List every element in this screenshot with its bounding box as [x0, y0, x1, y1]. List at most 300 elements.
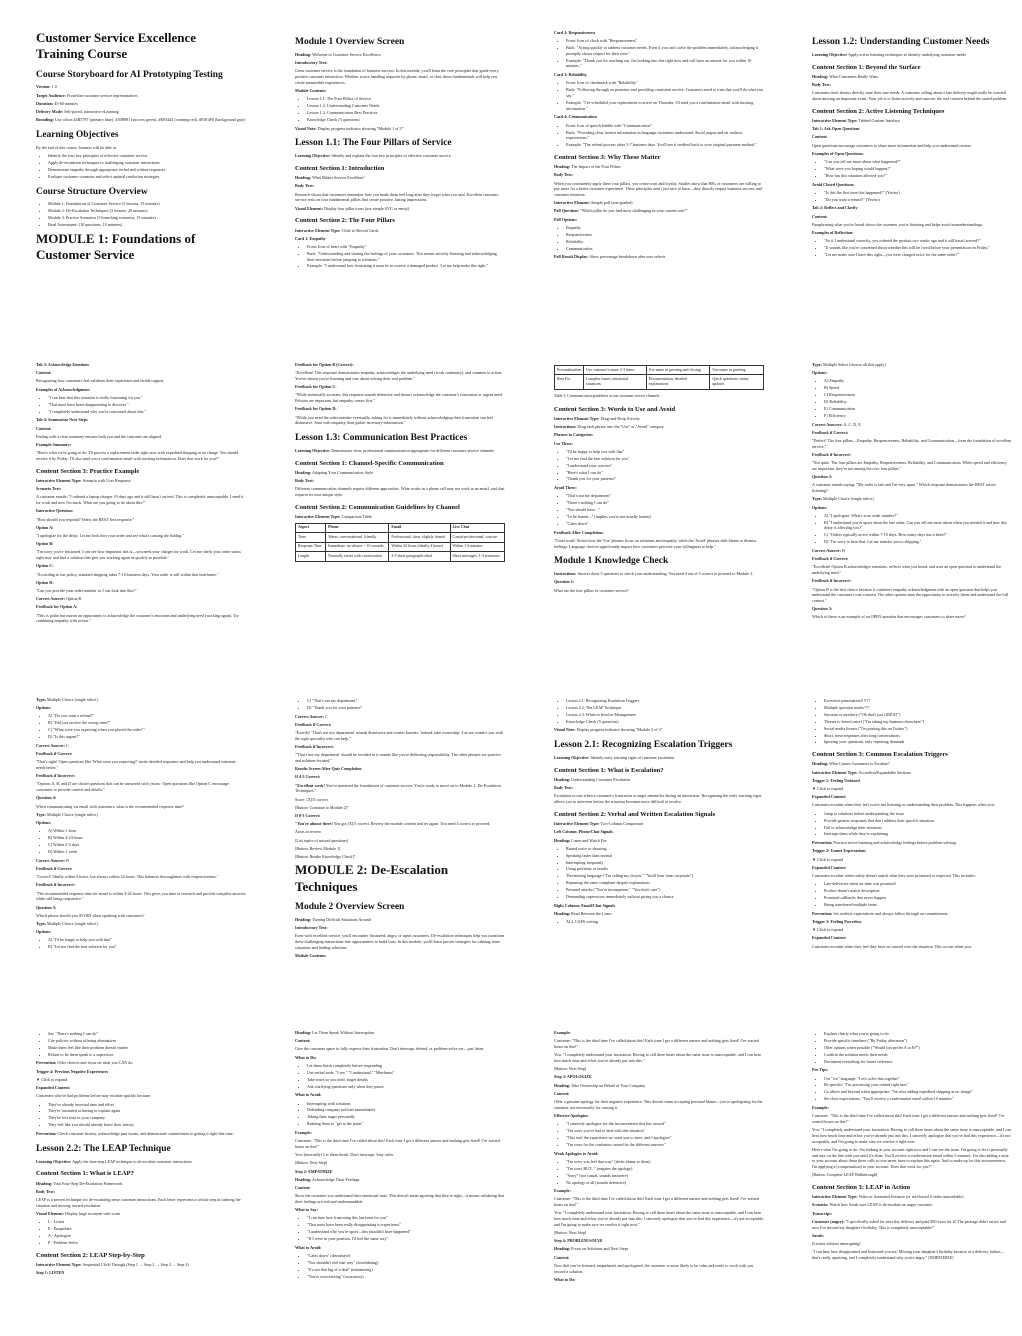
list-item: • Lesson 2.1: Recognizing Escalation Triggers [566, 698, 764, 704]
paragraph [36, 820, 246, 826]
paragraph [554, 1238, 764, 1244]
paragraph-label: Heading: [554, 164, 571, 170]
paragraph-text: Customer: "This is the third time I've called about this! Each time I get a different answer and nothing gets fixed! I've wasted hours on this!" [812, 1113, 1005, 1124]
paragraph [295, 470, 505, 476]
paragraph-label: Heading: [554, 1082, 571, 1088]
paragraph [554, 1210, 764, 1227]
paragraph [36, 1270, 246, 1276]
paragraph-label: Content: [554, 1090, 570, 1096]
paragraph [36, 1077, 246, 1083]
bullet-list [554, 80, 764, 111]
list-item: • Jump to solutions before understanding the issue [824, 811, 1012, 817]
paragraph [295, 1130, 505, 1136]
paragraph [295, 1152, 505, 1158]
paragraph-label: Instructions: [554, 424, 577, 430]
bullet-list [554, 449, 764, 482]
paragraph [36, 486, 246, 492]
paragraph-text: "Options A, B, and D are closed questions that can be answered with yes/no. Open questions like Option C encourage customers to provide context and details." [36, 781, 229, 793]
list-item: • Lesson 2.2: The LEAP Technique [566, 705, 764, 711]
paragraph-text: You: "I completely understand your frustration. Having to call three times about the same issue is unacceptable, and I can hear how much time and effort you've already put into this." [554, 1052, 762, 1063]
paragraph [36, 508, 246, 514]
paragraph-text: Escalation occurs when a customer's frustration or anger intensifies during an interaction. Recognizing the early warning signs allows you to intervene before the situation becomes more difficult to resolve. [554, 793, 762, 805]
paragraph [36, 697, 246, 703]
list-item: • Lesson 1.2: Understanding Customer Needs [307, 103, 505, 109]
paragraph-text: "Can you provide your order number so I can look into this?" [36, 588, 137, 594]
paragraph-label: Step 1: LISTEN [36, 1270, 65, 1275]
list-item: • Back: "Following through on promises and providing consistent service. Customers need to trust that you'll do what you say." [566, 87, 764, 98]
paragraph-text: "Excellent! This response demonstrates empathy, acknowledges the underlying need (work continuity), and commits to action. You've shown you're listening and care about solving their real problem." [295, 370, 503, 381]
bullet-list [295, 1063, 505, 1089]
paragraph [36, 1262, 246, 1268]
paragraph [812, 578, 1012, 584]
paragraph-label: Question 2: [812, 474, 833, 480]
paragraph-label: Visual Element: [295, 205, 323, 211]
table-cell: Professional, clear, slightly formal [389, 533, 450, 542]
paragraph [295, 722, 505, 728]
paragraph-label: Option A: [36, 524, 54, 530]
paragraph-text: Display progress indicator showing "Module 1 of 3" [316, 125, 404, 131]
paragraph-label: Left Column: Phone/Chat Signals [554, 829, 614, 835]
paragraph [295, 192, 505, 203]
paragraph-label: Interactive Element Type: [812, 769, 858, 775]
paragraph [812, 74, 1012, 80]
table-row [555, 375, 764, 390]
paragraph-text: Customers escalate when they feel you're not listening or understanding their problem. This happens when you: [812, 802, 995, 808]
bullet-list [36, 1102, 246, 1128]
paragraph-label: Option D: [36, 579, 54, 585]
paragraph [554, 530, 764, 536]
paragraph-text: "I'm sorry you're frustrated. I can see how important this is—you need your charger for work. Let me check your order status right now and find a solution that gets you working again as quickly as possible." [36, 549, 241, 561]
paragraph-text: What are the four pillars of customer service? [554, 587, 629, 593]
paragraph [295, 52, 505, 58]
list-item: • "You're overreacting" (accusatory) [307, 1274, 505, 1280]
paragraph [812, 911, 1012, 917]
paragraph [812, 587, 1012, 604]
paragraph [295, 797, 505, 803]
page-7 [554, 362, 764, 652]
paragraph-text: Self-paced, interactive eLearning [63, 109, 119, 115]
paragraph-label: Heading: [812, 761, 829, 767]
list-item: • C) "That's not my department" [307, 698, 505, 704]
paragraph [295, 933, 505, 950]
paragraph-label: Feedback if Incorrect: [295, 744, 335, 749]
paragraph-label: Card 2: Responsiveness [554, 30, 596, 35]
paragraph-text: "Not quite. The four pillars are Empathy, Responsiveness, Reliability, and Communication. While speed and efficiency are important, they're not among the core four pillars." [812, 460, 1007, 471]
paragraph [812, 1147, 1012, 1170]
paragraph [812, 614, 1012, 620]
list-item: • Apply de-escalation techniques to challenging customer interactions [48, 160, 246, 166]
paragraph [36, 1131, 246, 1137]
list-item: • "You should have..." [566, 507, 764, 513]
paragraph-label: Step 3: APOLOGIZE [554, 1074, 592, 1080]
list-item: • Refuse to let them speak to a supervisor [48, 1052, 246, 1058]
paragraph-text: "The recommended response time for email is within 4-24 hours. This gives you time to research and provide complete answers while still being responsive." [36, 890, 246, 902]
paragraph [812, 935, 1012, 941]
paragraph [36, 858, 246, 864]
list-item: • Front: Icon of heart with "Empathy" [307, 244, 505, 250]
paragraph-label: Card 1: Empathy [295, 235, 326, 241]
paragraph [295, 183, 505, 189]
paragraph [554, 777, 764, 783]
list-item: • Example: "The refund process takes 5-7 business days. You'll see it credited back to your original payment method." [566, 142, 764, 148]
paragraph [554, 785, 764, 791]
paragraph [36, 795, 246, 801]
paragraph [295, 1138, 505, 1149]
table-caption: Table 1: Communication guidelines across customer service channels [554, 394, 660, 399]
list-item: • Taking their anger personally [307, 1114, 505, 1120]
paragraph [295, 1207, 505, 1213]
paragraph [295, 1193, 505, 1204]
list-item: • Communication [566, 246, 764, 252]
paragraph-label: Heading: [554, 911, 571, 917]
paragraph-text: Multiple Choice (single select) [45, 697, 98, 702]
paragraph [295, 1245, 505, 1251]
paragraph-text: Customers escalate when they feel they have no control over the situation. This occurs when you: [812, 943, 972, 949]
paragraph [36, 1189, 246, 1195]
page-8 [812, 362, 1012, 652]
table-row [296, 533, 505, 542]
list-item: • Short, terse responses after long conversations [824, 733, 1012, 739]
paragraph [812, 82, 1012, 88]
paragraph-label: Question 4: [36, 795, 57, 801]
list-item: • Reliability [566, 239, 764, 245]
paragraph-text: Listen and Watch For: [570, 837, 608, 843]
page-2 [295, 30, 505, 320]
bullet-list [36, 828, 246, 854]
paragraph-label: Learning Objective: [36, 1158, 72, 1164]
paragraph [812, 1127, 1012, 1144]
paragraph-text: "'That's not my department' should be avoided as it sounds like you're deflecting responsibility. The other phrases are positive and solution-focused." [295, 752, 501, 763]
paragraph [554, 441, 764, 447]
paragraph-label: Feedback if Correct: [812, 429, 849, 435]
list-item: • Being transferred multiple times [824, 902, 1012, 908]
paragraph-label: Heading: [295, 175, 312, 181]
list-item: • "That must have been disappointing to discover." [48, 402, 246, 408]
bullet-list [36, 937, 246, 950]
paragraph-label: Options: [36, 929, 52, 935]
paragraph-text: What Customers Really Want [828, 73, 878, 79]
paragraph [812, 1233, 1012, 1239]
paragraph-text: Research shows that customers remember how you made them feel long after they forget what you said. Excellent customer service rests on four fundamental pillars that create positive, lasting impressions. [295, 191, 499, 203]
list-item: • A) Empathy [824, 378, 1012, 384]
paragraph-text: Give the customer space to fully express their frustration. Don't interrupt, defend, or problem-solve yet—just listen. [295, 1046, 485, 1052]
paragraph [554, 172, 764, 178]
paragraph [812, 230, 1012, 236]
paragraph-text: When you consistently apply these four pillars, you create trust and loyalty. Studies show that 86% of customers are willing to pay more for a better customer experience. These principles aren't just nice to have—they directly impact business success and customer retention. [554, 180, 762, 197]
paragraph [812, 214, 1012, 220]
paragraph [295, 838, 505, 844]
list-item: • Use verbal nods: "I see," "I understand," "Mm-hmm" [307, 1070, 505, 1076]
list-item: • Social media threats ("I'm posting this on Twitter") [824, 726, 1012, 732]
paragraph [36, 1181, 246, 1187]
paragraph-label: Sarah: [812, 1232, 824, 1238]
paragraph-label: Examples of Open Questions: [812, 150, 864, 156]
paragraph [554, 838, 764, 844]
list-item: • Back: "Providing clear, honest information in language customers understand. Avoid jargon and set realistic expectations." [566, 130, 764, 141]
paragraph [295, 88, 505, 94]
paragraph-text: C [324, 713, 328, 719]
list-item: • E - Empathize [48, 1226, 246, 1232]
paragraph [554, 755, 764, 761]
paragraph [812, 944, 1012, 950]
list-item: • "It's not that big of a deal" (minimizing) [307, 1267, 505, 1273]
paragraph-text: Customers don't always directly state their true needs. A customer calling about a late delivery might really be worried about missing an important event. Your job is to listen actively and uncover the real concern behind the stated problem. [812, 90, 1008, 101]
paragraph-text: ▼ Click to expand [812, 786, 843, 792]
paragraph-label: Heading: [295, 1176, 312, 1182]
paragraph-label: Interactive Element Type: [812, 117, 858, 123]
paragraph [554, 1083, 764, 1089]
paragraph-text: Two-Column Comparison [599, 821, 644, 827]
paragraph [36, 604, 246, 610]
list-item: • D) "Thank you for your patience" [307, 705, 505, 711]
paragraph-label: Instructions: [554, 571, 577, 577]
paragraph-text: A, C, D, E [842, 421, 861, 427]
list-item: • B) Within 4-24 hours [48, 835, 246, 841]
paragraph [812, 1172, 1012, 1178]
bullet-list [812, 513, 1012, 545]
paragraph-label: Examples of Reflection: [812, 230, 854, 236]
list-item: • Final Assessment: (10 questions, 10 minutes) [48, 222, 246, 228]
paragraph [554, 1151, 764, 1157]
subsection-heading: Content Section 1: What is Escalation? [554, 766, 664, 774]
table-cell: 3-5 short paragraphs ideal [389, 552, 450, 561]
paragraph-label: Heading: [812, 73, 829, 79]
page-16 [812, 1030, 1012, 1325]
list-item: • Back: "Understanding and sharing the feelings of your customers. This means actively listening and acknowledging their emotions before jumping to solutions." [307, 251, 505, 262]
bullet-list [812, 1031, 1012, 1064]
paragraph-label: Trigger 3: Feeling Powerless [812, 918, 862, 924]
paragraph-label: Transcript: [812, 1210, 832, 1216]
paragraph [554, 829, 764, 835]
page-15 [554, 1030, 764, 1325]
paragraph-label: Trigger 4: Previous Negative Experiences [36, 1068, 109, 1074]
paragraph [295, 752, 505, 763]
paragraph-text: A customer emails saying: "My order is late and I'm very upset." Which response demonstrates the BEST active listening? [812, 482, 996, 494]
paragraph [295, 1038, 505, 1044]
paragraph-label: Options: [36, 820, 52, 826]
paragraph-label: Prevention: [36, 1060, 57, 1066]
paragraph-text: Paraphrasing what you've heard shows the customer you're listening and helps avoid misunderstandings. [812, 221, 984, 227]
list-item: • "Calm down" [566, 521, 764, 527]
bullet-list [554, 1159, 764, 1185]
paragraph-text: Use colors #2B5797 (primary blue), #10B981 (success green), #EF4444 (warning red), #F3F4F6 (background gray) [53, 117, 246, 123]
paragraph-text: Check customer history, acknowledge past issues, and demonstrate commitment to getting it right this time. [56, 1130, 234, 1136]
bullet-list [36, 713, 246, 739]
paragraph-text: Identify early warning signs of customer escalation [589, 755, 675, 761]
paragraph-label: "Excellent work! [295, 782, 325, 788]
list-item: • Module 1: Foundations of Customer Service (3 lessons, 15 minutes) [48, 201, 246, 207]
paragraph [295, 1177, 505, 1183]
paragraph-text: [Button: Next Step] [554, 1230, 587, 1236]
list-item: • Empathy [566, 225, 764, 231]
paragraph-text: Watch how Sarah uses LEAP to de-escalate an angry customer [828, 1202, 933, 1208]
paragraph [554, 793, 764, 804]
list-item: • "Do you want a refund?" (Yes/no) [824, 197, 1012, 203]
paragraph-label: Tab 4: Summarize Next Steps [36, 417, 88, 423]
list-item: • "I sincerely apologize for the inconvenience this has caused" [566, 1121, 764, 1127]
paragraph-label: Prevention: [812, 840, 833, 846]
paragraph [812, 761, 1012, 767]
paragraph [554, 1196, 764, 1207]
list-item: • "I understand your concern" [566, 463, 764, 469]
table-cell: Naturally varies with conversation [326, 552, 389, 561]
paragraph [554, 416, 764, 422]
paragraph [36, 1069, 246, 1075]
paragraph [36, 913, 246, 919]
list-item: • Personal attacks ("You're incompetent," "You don't care") [566, 887, 764, 893]
list-item: • Provide specific timelines ("By Friday afternoon") [824, 1038, 1012, 1044]
paragraph [295, 153, 505, 159]
list-item: • Example: "I understand how frustrating it must be to receive a damaged product. Let me help make this right." [307, 263, 505, 269]
table-cell: Short messages, 1-3 sentences [450, 552, 504, 561]
list-item: • "I'm sorry BUT..." (negates the apology) [566, 1166, 764, 1172]
paragraph-label: Examples of Acknowledgment: [36, 386, 91, 392]
paragraph-text: Great customer service is the foundation of business success. In this module, you'll learn the core principles that guide every positive customer interaction. Whether you're handling inquiries by phone, email, or chat, these fundamentals will help you create memorable experiences. [295, 68, 499, 85]
list-item: • "I'm sorry for the confusion caused by the different answers" [566, 1142, 764, 1148]
paragraph [36, 1085, 246, 1091]
paragraph-label: Correct Answer: [812, 547, 842, 553]
bullet-list [812, 378, 1012, 418]
paragraph [554, 1066, 764, 1072]
paragraph [812, 794, 1012, 800]
bullet-list [554, 123, 764, 148]
paragraph [554, 217, 764, 223]
paragraph-label: Body Text: [554, 172, 573, 178]
paragraph-label: If 0-3 Correct: [295, 812, 321, 818]
list-item: • Responsiveness [566, 232, 764, 238]
paragraph-label: Interactive Element Type: [812, 1194, 858, 1200]
list-item: • Lesson 1.3: Communication Best Practices [307, 110, 505, 116]
table-cell: Warm, conversational, friendly [326, 533, 389, 542]
paragraph-label: Content: [812, 134, 828, 140]
paragraph-text: B [841, 547, 845, 553]
paragraph-label: Feedback for Option D: [295, 406, 337, 412]
table-cell: Quick questions, status updates [710, 375, 764, 390]
paragraph [36, 101, 246, 107]
list-item: • A) "Do you want a refund?" [48, 713, 246, 719]
paragraph-label: Step 2: EMPATHIZE [295, 1168, 333, 1174]
paragraph [812, 1249, 1012, 1260]
paragraph-label: Content: [812, 213, 828, 219]
paragraph-text: "This is polite but misses an opportunity to acknowledge the customer's emotions and underlying need (working again). Try combining empathy with action." [36, 612, 239, 624]
paragraph-label: "You're almost there! [295, 821, 333, 827]
subsection-heading: Content Section 1: Beyond the Surface [812, 63, 921, 71]
paragraph-text: "Which pillar do you find most challenging in your current role?" [578, 208, 688, 214]
paragraph [36, 572, 246, 578]
paragraph-text: Answer these 5 questions to check your understanding. You need 4 out of 5 correct to proceed to Module 2. [576, 571, 754, 577]
paragraph-text: By the end of this course, learners will be able to: [36, 144, 118, 150]
paragraph [812, 848, 1012, 854]
paragraph-label: Interactive Element Type: [554, 415, 600, 421]
paragraph [36, 442, 246, 448]
paragraph [295, 514, 505, 520]
paragraph [36, 378, 246, 384]
section-heading: Lesson 2.1: Recognizing Escalation Triggers [554, 740, 733, 751]
paragraph-label: Interactive Element Type: [36, 1261, 82, 1267]
paragraph [36, 751, 246, 757]
paragraph [812, 134, 1012, 140]
paragraph [812, 460, 1012, 471]
paragraph-text: Show percentage breakdown after user selects [588, 254, 666, 260]
list-item: • "Here's what I can do" [566, 470, 764, 476]
paragraph-label: Correct Answer: [36, 596, 66, 602]
paragraph-label: Interactive Element: [554, 200, 591, 206]
list-item: • "I completely understand why you're concerned about this." [48, 409, 246, 415]
paragraph-label: Learning Objective: [554, 755, 590, 761]
list-item: • Go above and beyond when appropriate: "I'm also adding expedited shipping at no charge" [824, 1089, 1012, 1095]
paragraph-label: Options: [36, 705, 52, 711]
paragraph-text: Adapting Your Communication Style [311, 469, 373, 475]
list-item: • Module 3: Practice Scenarios (5 branching scenarios, 15 minutes) [48, 215, 246, 221]
paragraph [554, 911, 764, 917]
list-item: • Knowledge Check (5 questions) [566, 719, 764, 725]
list-item: • C) "Orders typically arrive within 7-10 days. How many days has it been?" [824, 532, 1012, 538]
paragraph [812, 873, 1012, 879]
list-item: • Late deliveries when on-time was promised [824, 881, 1012, 887]
list-item: • "Calm down" (dismissive) [307, 1253, 505, 1259]
page-11 [554, 697, 764, 987]
paragraph-text: What Makes Service Excellent? [311, 175, 365, 181]
table-row [296, 552, 505, 561]
paragraph-label: What to Say: [295, 1207, 318, 1213]
paragraph [554, 1052, 764, 1063]
paragraph [295, 1169, 505, 1175]
paragraph-label: What to Avoid: [295, 1092, 322, 1098]
paragraph-label: Question 3: [812, 606, 833, 612]
paragraph [36, 921, 246, 927]
paragraph-label: Option B: [36, 541, 54, 547]
paragraph-text: You: "I completely understand your frustration. Having to call three times about the same issue is unacceptable, and I can hear how much time and effort you've already put into this. I sincerely apologize that you've had this experience—it's not acceptable, and I'm going to make sure we resolve it right now." [554, 1210, 764, 1227]
paragraph-label: Content: [295, 1185, 311, 1190]
bullet-list [295, 1253, 505, 1279]
paragraph [295, 392, 505, 403]
table-cell: Response Time [296, 542, 326, 551]
page-6 [295, 362, 505, 652]
paragraph [295, 744, 505, 750]
list-item: • Ask clarifying questions only when they pause [307, 1084, 505, 1090]
paragraph [812, 802, 1012, 808]
page-3 [554, 30, 764, 320]
bullet-list [554, 846, 764, 900]
list-item: • Lesson 1.1: The Four Pillars of Service [307, 96, 505, 102]
paragraph [36, 370, 246, 376]
table-header-cell: Live Chat [450, 523, 504, 532]
paragraph [554, 1030, 764, 1036]
paragraph [295, 1185, 505, 1191]
list-item: • ALL CAPS writing [566, 919, 764, 925]
list-item: • They're frustrated at having to explain again [48, 1108, 246, 1114]
paragraph-label: Example: [554, 1188, 571, 1194]
section-heading: Learning Objectives [36, 129, 119, 140]
paragraph-text: The Impact of the Four Pillars [570, 164, 621, 170]
paragraph-label: Visual Element: [36, 1210, 64, 1216]
list-item: • "Can you tell me more about what happened?" [824, 159, 1012, 165]
paragraph-label: Feedback if Correct: [295, 721, 332, 727]
paragraph-text: Multiple Select (choose all that apply) [821, 362, 886, 367]
paragraph-label: Interactive Element Type: [295, 513, 341, 519]
paragraph [36, 362, 246, 368]
paragraph-label: Expanded Content: [36, 1085, 71, 1091]
page-9 [36, 697, 246, 987]
subsection-heading: Content Section 2: Communication Guidelines by Channel [295, 503, 460, 511]
bullet-list [36, 201, 246, 227]
paragraph-label: Heading: [295, 1030, 312, 1035]
list-item: • Ignoring your questions, only repeating demands [824, 739, 1012, 745]
paragraph-text: Multiple Choice (single select) [45, 811, 98, 817]
paragraph-label: Heading: [554, 776, 571, 782]
list-item: • "That must have been really disappointing to experience" [307, 1222, 505, 1228]
list-item: • A) Within 1 hour [48, 828, 246, 834]
